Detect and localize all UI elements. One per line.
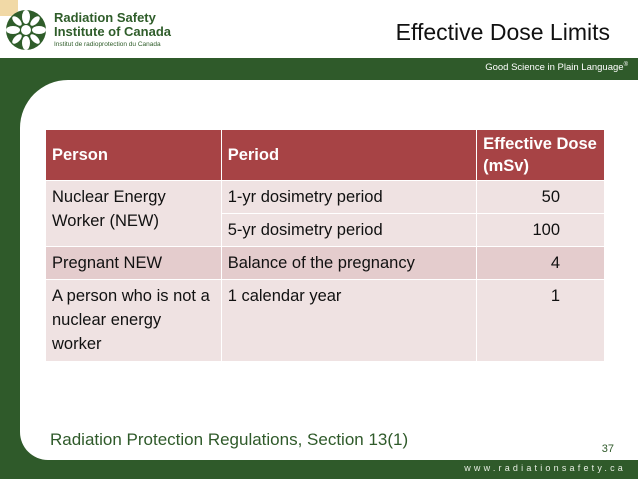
website-url: www.radiationsafety.ca xyxy=(464,463,626,473)
table-row xyxy=(46,247,605,280)
cell-dose: 1 xyxy=(477,280,605,362)
org-name-line1: Radiation Safety xyxy=(54,10,156,25)
table-row xyxy=(46,181,605,214)
org-name xyxy=(54,11,171,39)
header-effective-dose: Effective Dose (mSv) xyxy=(477,130,605,181)
slide-title: Effective Dose Limits xyxy=(395,19,610,45)
cell-period: 1-yr dosimetry period xyxy=(221,181,476,214)
cell-period: Balance of the pregnancy xyxy=(221,247,476,280)
tagline: Good Science in Plain Language® xyxy=(485,62,628,74)
cell-period: 5-yr dosimetry period xyxy=(221,214,476,247)
org-name-french: Institut de radioprotection du Canada xyxy=(54,41,161,48)
dose-limits-table xyxy=(45,129,605,362)
header-period: Period xyxy=(221,130,476,181)
cell-dose: 100 xyxy=(477,214,605,247)
cell-period: 1 calendar year xyxy=(221,280,476,362)
leaf-logo-icon xyxy=(4,8,48,52)
source-citation: Radiation Protection Regulations, Section 13(1) xyxy=(50,430,409,449)
cell-person: Pregnant NEW xyxy=(46,247,222,280)
slide-header xyxy=(0,0,638,62)
cell-dose: 4 xyxy=(477,247,605,280)
cell-dose: 50 xyxy=(477,181,605,214)
org-logo xyxy=(4,8,172,52)
cell-person: A person who is not a nuclear energy worker xyxy=(46,280,222,362)
table-header-row xyxy=(46,130,605,181)
page-number: 37 xyxy=(601,443,614,455)
cell-person: Nuclear Energy Worker (NEW) xyxy=(46,181,222,247)
org-name-line2: Institute of Canada xyxy=(54,24,172,39)
table-row xyxy=(46,280,605,362)
header-person: Person xyxy=(46,130,222,181)
